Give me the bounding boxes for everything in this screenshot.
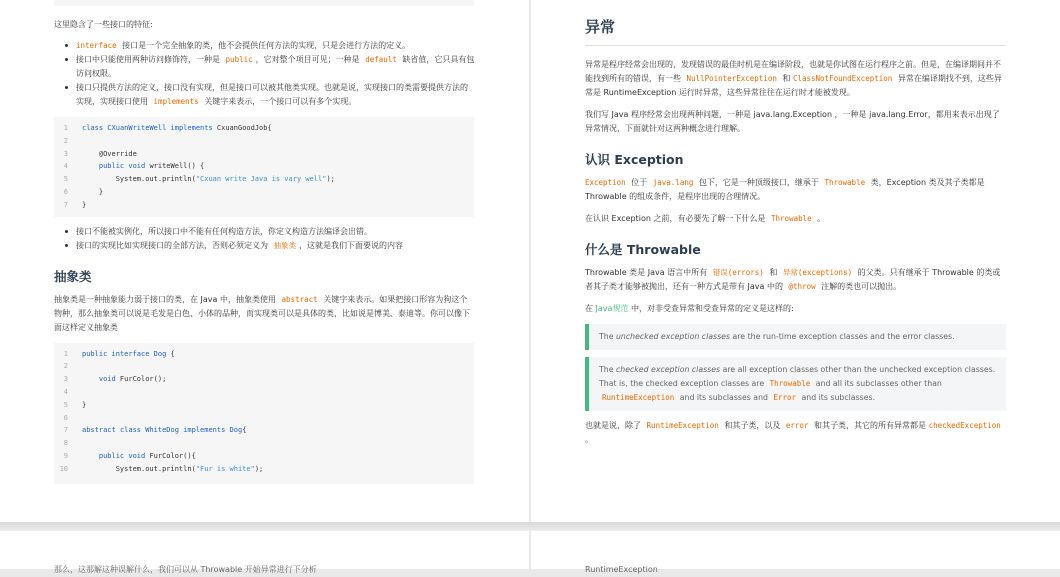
code-line — [54, 412, 474, 425]
line-number: 3 — [63, 375, 68, 384]
code-line — [54, 160, 474, 173]
quote-unchecked: The unchecked exception classes are the run-time exception classes and the error classes. — [585, 324, 1006, 350]
throwable-paragraph: Throwable 类是 Java 语言中所有 错误(errors) 和 异常(exceptions) 的父类。只有继承于 Throwable 的类或者其子类才能够被抛出，还有一种方式是带有 Java 中的 @throw 注解的类也可以抛出。 — [585, 268, 1001, 291]
list-item: 接口中只能使用两种访问修饰符，一种是 public ，它对整个项目可见；一种是 default 缺省值，它只具有包访问权限。 — [54, 53, 475, 81]
list-item: 接口不能被实例化，所以接口中不能有任何构造方法，你定义构造方法编译会出错。 — [54, 225, 475, 239]
page-separator — [0, 522, 1060, 531]
code-line — [54, 148, 474, 161]
interface-features-list — [54, 39, 475, 109]
abstract-class-paragraph: 抽象类是一种抽象能力弱于接口的类，在 Java 中，抽象类使用 abstract 关键字来表示。如果把接口形容为狗这个物种，那么抽象类可以说是毛发是白色、小体的品种，而实现类可以是具体的类，比如说是博美、泰迪等。你可以像下面这样定义抽象类 — [54, 294, 470, 332]
code-line — [54, 463, 474, 476]
quote-checked: The checked exception classes are all exception classes other than the unchecked exception classes. That is, the checked exception classes are Throwable and all its subclasses other than RuntimeException and its subclasses and Error and its subclasses. — [585, 357, 1006, 411]
interface-rules-list — [54, 225, 475, 253]
next-page-text: 那么，这那解这种误解什么，我们可以从 Throwable 开始异常进行下分析 — [54, 565, 317, 574]
next-page-text: RuntimeException — [585, 565, 658, 574]
line-number: 5 — [63, 400, 68, 409]
code-block-abstract — [54, 343, 474, 484]
code-block-implements — [54, 117, 474, 217]
list-item: interface 接口是一个完全抽象的类，他不会提供任何方法的实现，只是会进行方法的定义。 — [54, 39, 475, 53]
line-number: 6 — [63, 187, 68, 196]
java-spec-link[interactable]: Java规范 — [595, 304, 629, 313]
list-item: 接口的实现比如实现接口的全部方法，否则必须定义为 抽象类 ，这就是我们下面要说的内容 — [54, 239, 475, 253]
line-number: 3 — [63, 149, 68, 158]
line-number: 5 — [63, 175, 68, 184]
line-number: 7 — [63, 426, 68, 435]
exception-definition-paragraph: Exception 位于 java.lang 包下，它是一种顶级接口，继承于 Throwable 类，Exception 类及其子类都是 Throwable 的组成条件，是程序出现的合理情况。 — [585, 178, 985, 201]
code-text: class CXuanWriteWell implements CxuanGoodJob{ — [82, 124, 272, 132]
code-text: void FurColor(); — [98, 375, 167, 384]
right-page — [531, 0, 1060, 522]
code-text: public interface Dog { — [82, 349, 175, 358]
code-line — [54, 386, 474, 399]
code-line — [54, 186, 474, 199]
code-text: } — [82, 400, 87, 409]
code-text: public void FurColor(){ — [98, 451, 196, 460]
page-title: 异常 — [585, 18, 616, 36]
code-line — [54, 173, 474, 186]
previous-code-tail — [54, 0, 474, 6]
java-spec-paragraph: 在 Java规范 中，对非受查异常和受查异常的定义是这样的: — [585, 304, 794, 313]
code-line — [54, 122, 474, 135]
exception-intro-paragraph: 异常是程序经常会出现的，发现错误的最佳时机是在编译阶段，也就是你试图在运行程序之前。但是，在编译期间并不能找到所有的错误，有一些 NullPointerException 和 ClassNotFoundException 异常在编译期找不到，这些异常是 RuntimeException 运行时异常，这些异常往往在运行时才能被发现。 — [585, 60, 1002, 97]
code-text: abstract class WhiteDog implements Dog{ — [82, 426, 247, 435]
line-number: 9 — [63, 451, 68, 460]
throwable-lead-paragraph: 在认识 Exception 之前，有必要先了解一下什么是 Throwable 。 — [585, 214, 826, 223]
line-number: 6 — [63, 413, 68, 422]
code-text: public void writeWell() { — [98, 162, 205, 171]
code-line — [54, 399, 474, 412]
next-right-page — [531, 531, 1060, 574]
code-line — [54, 424, 474, 437]
code-line — [54, 450, 474, 463]
code-line — [54, 348, 474, 361]
checked-exception-summary: 也就是说，除了 RuntimeException 和其子类，以及 error 和其子类，其它的所有异常都是 checkedException 。 — [585, 421, 1001, 444]
code-text: } — [82, 200, 87, 209]
interface-features-intro: 这里隐含了一些接口的特征: — [54, 20, 153, 29]
line-number: 1 — [63, 349, 68, 358]
code-line — [54, 373, 474, 386]
line-number: 2 — [63, 362, 68, 371]
line-number: 4 — [63, 387, 68, 396]
line-number: 4 — [63, 162, 68, 171]
line-number: 7 — [63, 200, 68, 209]
code-line — [54, 135, 474, 148]
code-line — [54, 199, 474, 212]
line-number: 10 — [59, 464, 68, 473]
heading-throwable: 什么是 Throwable — [585, 242, 701, 257]
heading-exception: 认识 Exception — [585, 152, 684, 167]
code-text: System.out.println("Cxuan write Java is vary well"); — [82, 175, 335, 184]
next-left-page — [0, 531, 529, 574]
code-text: @Override — [82, 149, 137, 158]
heading-abstract-class: 抽象类 — [54, 268, 92, 284]
code-text: } — [82, 187, 104, 196]
left-page — [0, 0, 529, 522]
code-text: System.out.println("Fur is white"); — [82, 464, 264, 473]
list-item: 接口只提供方法的定义，接口没有实现，但是接口可以被其他类实现。也就是说，实现接口的类需要提供方法的实现，实现接口使用 implements 关键字来表示，一个接口可以有多个实现。 — [54, 81, 475, 109]
code-line — [54, 437, 474, 450]
code-line — [54, 360, 474, 373]
two-problems-paragraph: 我们写 Java 程序经常会出现两种问题，一种是 java.lang.Exception ，一种是 java.lang.Error，都用来表示出现了异常情况，下面就针对这两种概念进行理解。 — [585, 110, 1000, 133]
line-number: 8 — [63, 439, 68, 448]
line-number: 2 — [63, 136, 68, 145]
line-number: 1 — [63, 124, 68, 132]
